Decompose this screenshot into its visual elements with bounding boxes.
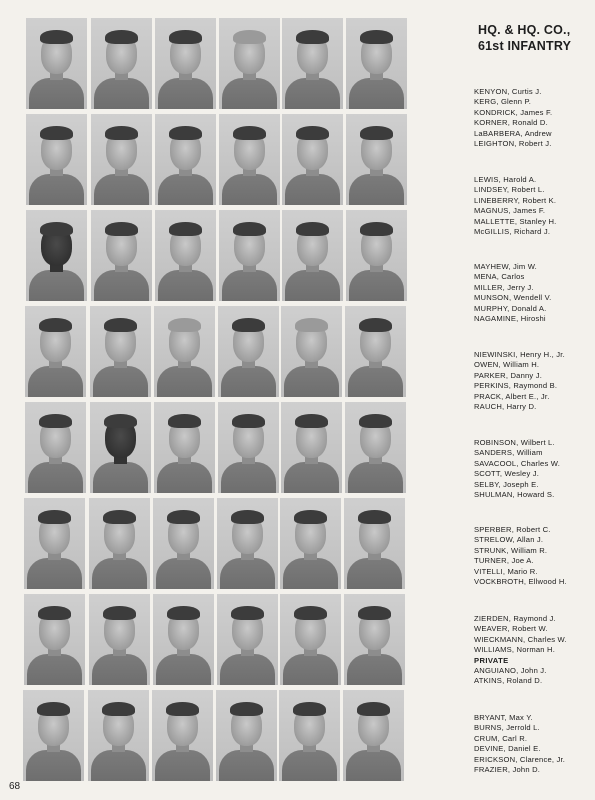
portrait-grid — [26, 18, 410, 786]
page-number: 68 — [9, 781, 21, 792]
portrait-hair — [230, 702, 263, 716]
portrait-shirt — [284, 462, 339, 493]
roster-name: SANDERS, William — [474, 448, 543, 458]
portrait-hair — [38, 606, 71, 620]
portrait-shirt — [284, 366, 339, 397]
name-list — [474, 350, 594, 412]
portrait-photo — [89, 594, 150, 685]
portrait-shirt — [283, 654, 338, 685]
portrait-photo — [26, 18, 87, 109]
roster-name: McGILLIS, Richard J. — [474, 227, 551, 237]
portrait-hair — [233, 222, 266, 236]
portrait-photo — [26, 114, 87, 205]
roster-name: KENYON, Curtis J. — [474, 87, 542, 96]
portrait-shirt — [158, 78, 213, 109]
portrait-hair — [40, 126, 73, 140]
portrait-shirt — [93, 366, 148, 397]
roster-name: NIEWINSKI, Henry H., Jr. — [474, 350, 565, 359]
portrait-shirt — [156, 654, 211, 685]
portrait-photo — [155, 210, 216, 301]
portrait-hair — [167, 510, 200, 524]
portrait-hair — [38, 510, 71, 524]
roster-name: VITELLI, Mario R. — [474, 566, 538, 576]
name-list — [474, 713, 594, 775]
portrait-hair — [231, 606, 264, 620]
name-list — [474, 175, 594, 237]
portrait-hair — [39, 414, 72, 428]
portrait-hair — [296, 30, 329, 44]
portrait-shirt — [92, 654, 147, 685]
portrait-shirt — [220, 654, 275, 685]
roster-name: LEWIS, Harold A. — [474, 175, 537, 184]
portrait-shirt — [28, 366, 83, 397]
roster-name: MILLER, Jerry J. — [474, 282, 534, 292]
portrait-photo — [153, 594, 214, 685]
portrait-shirt — [282, 750, 337, 781]
name-list — [474, 525, 594, 587]
roster-name: SCOTT, Wesley J. — [474, 469, 540, 479]
portrait-photo — [219, 114, 280, 205]
portrait-shirt — [93, 462, 148, 493]
portrait-shirt — [348, 462, 403, 493]
portrait-photo — [344, 594, 405, 685]
roster-name: SPERBER, Robert C. — [474, 525, 551, 534]
portrait-shirt — [157, 366, 212, 397]
portrait-photo — [219, 18, 280, 109]
roster-name: PERKINS, Raymond B. — [474, 381, 558, 391]
portrait-photo — [91, 210, 152, 301]
portrait-hair — [105, 222, 138, 236]
roster-name: BURNS, Jerrold L. — [474, 723, 540, 733]
portrait-shirt — [29, 270, 84, 301]
portrait-photo — [282, 18, 343, 109]
portrait-shirt — [346, 750, 401, 781]
portrait-shirt — [285, 174, 340, 205]
portrait-photo — [25, 402, 86, 493]
portrait-hair — [37, 702, 70, 716]
roster-name: LINDSEY, Robert L. — [474, 185, 545, 195]
portrait-shirt — [94, 78, 149, 109]
roster-name: PRACK, Albert E., Jr. — [474, 391, 550, 401]
unit-title — [478, 22, 588, 54]
roster-name: STRELOW, Allan J. — [474, 535, 544, 545]
portrait-photo — [91, 18, 152, 109]
portrait-hair — [40, 30, 73, 44]
roster-name: SELBY, Joseph E. — [474, 479, 539, 489]
portrait-photo — [346, 114, 407, 205]
portrait-shirt — [155, 750, 210, 781]
portrait-shirt — [26, 750, 81, 781]
portrait-hair — [40, 222, 73, 236]
portrait-photo — [26, 210, 87, 301]
portrait-shirt — [156, 558, 211, 589]
name-list — [474, 614, 594, 687]
roster-name: WEAVER, Robert W. — [474, 624, 548, 634]
roster-name: KORNER, Ronald D. — [474, 118, 548, 128]
portrait-hair — [103, 510, 136, 524]
portrait-photo — [24, 498, 85, 589]
portrait-photo — [155, 18, 216, 109]
roster-name: ZIERDEN, Raymond J. — [474, 614, 556, 623]
portrait-photo — [155, 114, 216, 205]
portrait-hair — [169, 126, 202, 140]
roster-name: SAVACOOL, Charles W. — [474, 458, 561, 468]
portrait-row — [26, 18, 410, 112]
portrait-shirt — [222, 174, 277, 205]
portrait-shirt — [28, 462, 83, 493]
portrait-row — [26, 114, 410, 208]
roster-name: LaBARBERA, Andrew — [474, 128, 552, 138]
portrait-shirt — [29, 174, 84, 205]
portrait-photo — [154, 402, 215, 493]
portrait-hair — [103, 606, 136, 620]
roster-name: TURNER, Joe A. — [474, 556, 534, 566]
roster-name: ERICKSON, Clarence, Jr. — [474, 754, 566, 764]
roster-name: ATKINS, Roland D. — [474, 676, 543, 686]
portrait-hair — [358, 510, 391, 524]
portrait-shirt — [222, 270, 277, 301]
portrait-row — [26, 306, 410, 400]
roster-name: NAGAMINE, Hiroshi — [474, 314, 546, 324]
portrait-hair — [233, 30, 266, 44]
portrait-hair — [358, 606, 391, 620]
portrait-hair — [360, 30, 393, 44]
portrait-row — [26, 690, 410, 784]
portrait-photo — [154, 306, 215, 397]
portrait-photo — [91, 114, 152, 205]
roster-name: STRUNK, William R. — [474, 545, 548, 555]
portrait-shirt — [94, 174, 149, 205]
portrait-photo — [282, 210, 343, 301]
portrait-hair — [166, 702, 199, 716]
portrait-shirt — [220, 558, 275, 589]
portrait-photo — [217, 594, 278, 685]
portrait-hair — [169, 222, 202, 236]
roster-name: MURPHY, Donald A. — [474, 303, 547, 313]
roster-name: BRYANT, Max Y. — [474, 713, 533, 722]
roster-name: KONDRICK, James F. — [474, 107, 553, 117]
portrait-photo — [345, 402, 406, 493]
roster-name: LEIGHTON, Robert J. — [474, 139, 552, 149]
portrait-photo — [218, 402, 279, 493]
roster-name: DEVINE, Daniel E. — [474, 744, 541, 754]
portrait-photo — [89, 498, 150, 589]
roster-name: WILLIAMS, Norman H. — [474, 645, 556, 655]
roster-name: LINEBERRY, Robert K. — [474, 195, 557, 205]
portrait-photo — [217, 498, 278, 589]
portrait-photo — [25, 306, 86, 397]
portrait-photo — [23, 690, 84, 781]
roster-name: MAYHEW, Jim W. — [474, 262, 537, 271]
portrait-photo — [216, 690, 277, 781]
portrait-shirt — [94, 270, 149, 301]
portrait-hair — [168, 414, 201, 428]
portrait-photo — [152, 690, 213, 781]
portrait-shirt — [158, 174, 213, 205]
portrait-photo — [345, 306, 406, 397]
roster-name: KERG, Glenn P. — [474, 97, 532, 107]
portrait-hair — [102, 702, 135, 716]
portrait-hair — [167, 606, 200, 620]
portrait-photo — [90, 402, 151, 493]
rank-subheading: PRIVATE — [474, 655, 509, 665]
portrait-shirt — [285, 78, 340, 109]
portrait-photo — [90, 306, 151, 397]
portrait-shirt — [157, 462, 212, 493]
portrait-shirt — [92, 558, 147, 589]
roster-name: VOCKBROTH, Ellwood H. — [474, 577, 567, 587]
portrait-shirt — [27, 654, 82, 685]
portrait-photo — [219, 210, 280, 301]
portrait-hair — [294, 606, 327, 620]
portrait-photo — [88, 690, 149, 781]
portrait-hair — [105, 30, 138, 44]
portrait-shirt — [221, 366, 276, 397]
portrait-hair — [296, 126, 329, 140]
portrait-row — [26, 498, 410, 592]
roster-name: OWEN, William H. — [474, 360, 540, 370]
portrait-hair — [39, 318, 72, 332]
roster-name: SHULMAN, Howard S. — [474, 490, 555, 500]
portrait-hair — [360, 126, 393, 140]
portrait-shirt — [285, 270, 340, 301]
portrait-hair — [232, 414, 265, 428]
roster-name: MALLETTE, Stanley H. — [474, 216, 557, 226]
unit-title-line-2: 61st INFANTRY — [478, 39, 572, 53]
portrait-hair — [105, 126, 138, 140]
portrait-photo — [281, 402, 342, 493]
portrait-photo — [346, 210, 407, 301]
portrait-photo — [280, 594, 341, 685]
roster-name: RAUCH, Harry D. — [474, 402, 537, 412]
portrait-hair — [231, 510, 264, 524]
portrait-shirt — [349, 270, 404, 301]
name-list — [474, 438, 594, 500]
portrait-photo — [281, 306, 342, 397]
portrait-shirt — [221, 462, 276, 493]
roster-name: FRAZIER, John D. — [474, 765, 541, 775]
portrait-photo — [279, 690, 340, 781]
portrait-shirt — [91, 750, 146, 781]
portrait-shirt — [349, 78, 404, 109]
portrait-shirt — [158, 270, 213, 301]
name-list — [474, 87, 594, 149]
portrait-hair — [359, 414, 392, 428]
portrait-hair — [104, 318, 137, 332]
portrait-photo — [282, 114, 343, 205]
unit-title-line-1: HQ. & HQ. CO., — [478, 23, 571, 37]
portrait-hair — [168, 318, 201, 332]
portrait-shirt — [219, 750, 274, 781]
roster-name: MUNSON, Wendell V. — [474, 293, 552, 303]
portrait-hair — [294, 510, 327, 524]
portrait-hair — [295, 414, 328, 428]
portrait-photo — [24, 594, 85, 685]
portrait-photo — [343, 690, 404, 781]
portrait-photo — [344, 498, 405, 589]
portrait-shirt — [349, 174, 404, 205]
portrait-hair — [295, 318, 328, 332]
portrait-shirt — [347, 654, 402, 685]
portrait-hair — [360, 222, 393, 236]
roster-name: ROBINSON, Wilbert L. — [474, 438, 555, 447]
roster-name: PARKER, Danny J. — [474, 370, 543, 380]
portrait-shirt — [27, 558, 82, 589]
portrait-photo — [280, 498, 341, 589]
portrait-hair — [357, 702, 390, 716]
portrait-row — [26, 594, 410, 688]
portrait-shirt — [348, 366, 403, 397]
portrait-row — [26, 210, 410, 304]
portrait-shirt — [222, 78, 277, 109]
portrait-shirt — [347, 558, 402, 589]
roster-name: CRUM, Carl R. — [474, 733, 528, 743]
portrait-shirt — [283, 558, 338, 589]
portrait-hair — [359, 318, 392, 332]
roster-name: WIECKMANN, Charles W. — [474, 634, 567, 644]
portrait-photo — [153, 498, 214, 589]
portrait-photo — [346, 18, 407, 109]
portrait-shirt — [29, 78, 84, 109]
portrait-hair — [296, 222, 329, 236]
portrait-hair — [232, 318, 265, 332]
portrait-hair — [104, 414, 137, 428]
roster-name: ANGUIANO, John J. — [474, 666, 547, 676]
roster-name: MAGNUS, James F. — [474, 206, 546, 216]
portrait-hair — [233, 126, 266, 140]
portrait-hair — [293, 702, 326, 716]
portrait-hair — [169, 30, 202, 44]
name-list — [474, 262, 594, 324]
portrait-row — [26, 402, 410, 496]
portrait-photo — [218, 306, 279, 397]
roster-name: MENA, Carlos — [474, 272, 525, 282]
